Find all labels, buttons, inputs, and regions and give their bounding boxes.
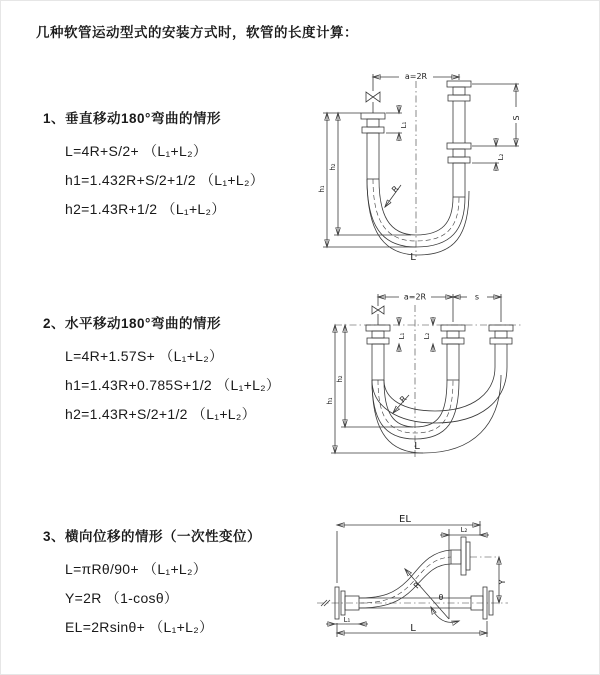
dim-label-l1: L₁: [400, 121, 408, 129]
formula-1-h2: h2=1.43R+1/2 （L₁+L₂）: [65, 201, 226, 217]
dim-l2: [423, 317, 433, 352]
dim-label-r: R: [390, 184, 401, 195]
formula-3-EL: EL=2Rsinθ+ （L₁+L₂）: [65, 619, 214, 635]
section-1-number: 1、: [43, 111, 66, 126]
right-pipe-fitting: [447, 81, 471, 197]
dim-label-l2: L₂: [423, 332, 431, 340]
dim-a2r: [378, 293, 501, 323]
dim-label-l1: L₁: [398, 332, 406, 340]
dim-label-h1: h₁: [318, 185, 326, 193]
braided-hose-section: [372, 344, 384, 380]
hose-loop: [367, 179, 469, 255]
valve-icon: [366, 92, 380, 113]
section-2-text: [43, 312, 313, 429]
dim-label-l: L: [414, 441, 420, 452]
section-1-title: 垂直移动180°弯曲的情形: [65, 111, 221, 126]
dim-label-l1: L₁: [343, 616, 351, 624]
dim-r: [385, 184, 401, 207]
dim-l1: [326, 616, 368, 624]
dim-label-a2r: a=2R: [403, 292, 427, 302]
section-2-heading: [43, 312, 313, 332]
diagram-vertical-180: [311, 67, 561, 262]
dim-label-h2: h₂: [336, 375, 344, 383]
dim-label-h1: h₁: [326, 397, 334, 405]
dim-s: [472, 84, 521, 146]
dim-r: [393, 394, 409, 413]
dim-y: [498, 557, 507, 603]
formula-3-Y: Y=2R （1-cosθ）: [65, 590, 179, 606]
dim-l2: [440, 526, 489, 619]
braided-hose-section: [447, 344, 459, 380]
dim-label-el: EL: [399, 514, 411, 525]
left-pipe-fitting: [361, 113, 385, 179]
valve-icon: [372, 306, 384, 325]
dim-label-s: S: [512, 115, 521, 121]
dim-label-y: Y: [498, 579, 507, 585]
formula-1-L: L=4R+S/2+ （L₁+L₂）: [65, 143, 208, 159]
section-1-heading: [43, 107, 313, 127]
formula-2-h2: h2=1.43R+S/2+1/2 （L₁+L₂）: [65, 406, 256, 422]
dim-label-l: L: [410, 623, 416, 634]
page-title: 几种软管运动型式的安装方式时，软管的长度计算：: [36, 25, 358, 40]
dim-l1: [398, 317, 406, 352]
dim-l1: [386, 105, 408, 141]
diagram-lateral-displacement: [313, 501, 513, 646]
formula-2-h1: h1=1.43R+0.785S+1/2 （L₁+L₂）: [65, 377, 281, 393]
braided-hose-section: [367, 133, 379, 179]
dim-label-theta: θ: [438, 593, 444, 602]
section-3-number: 3、: [43, 529, 66, 544]
right-pipe-fitting: [489, 325, 513, 367]
dim-l2: [472, 138, 505, 171]
diagram-horizontal-180: [323, 289, 538, 467]
dim-label-a2r: a=2R: [404, 72, 428, 81]
formula-1-h1: h1=1.432R+S/2+1/2 （L₁+L₂）: [65, 172, 265, 188]
section-3-text: [43, 525, 313, 642]
dim-label-l2: L₂: [460, 526, 468, 534]
section-3-heading: [43, 525, 313, 545]
dim-label-h2: h₂: [329, 163, 337, 171]
section-2-title: 水平移动180°弯曲的情形: [65, 316, 221, 331]
formula-3-L: L=πRθ/90+ （L₁+L₂）: [65, 561, 208, 577]
formula-2-L: L=4R+1.57S+ （L₁+L₂）: [65, 348, 224, 364]
section-1-text: [43, 107, 313, 224]
dim-label-s: s: [474, 292, 480, 302]
section-2-number: 2、: [43, 316, 66, 331]
dim-s: [453, 293, 501, 302]
displaced-hose: [359, 537, 499, 608]
dim-label-l2: L₂: [497, 153, 505, 161]
dim-h2: [329, 113, 411, 235]
hose-loop: [372, 367, 507, 453]
middle-pipe-fitting: [441, 325, 465, 380]
left-pipe-fitting: [366, 325, 390, 380]
dim-l: [337, 621, 487, 637]
section-3-title: 横向位移的情形（一次性变位）: [65, 529, 262, 544]
dim-label-r: R: [411, 580, 423, 591]
braided-hose-section: [453, 163, 465, 197]
dim-label-l: L: [410, 252, 416, 262]
dim-label-r: R: [398, 394, 409, 405]
